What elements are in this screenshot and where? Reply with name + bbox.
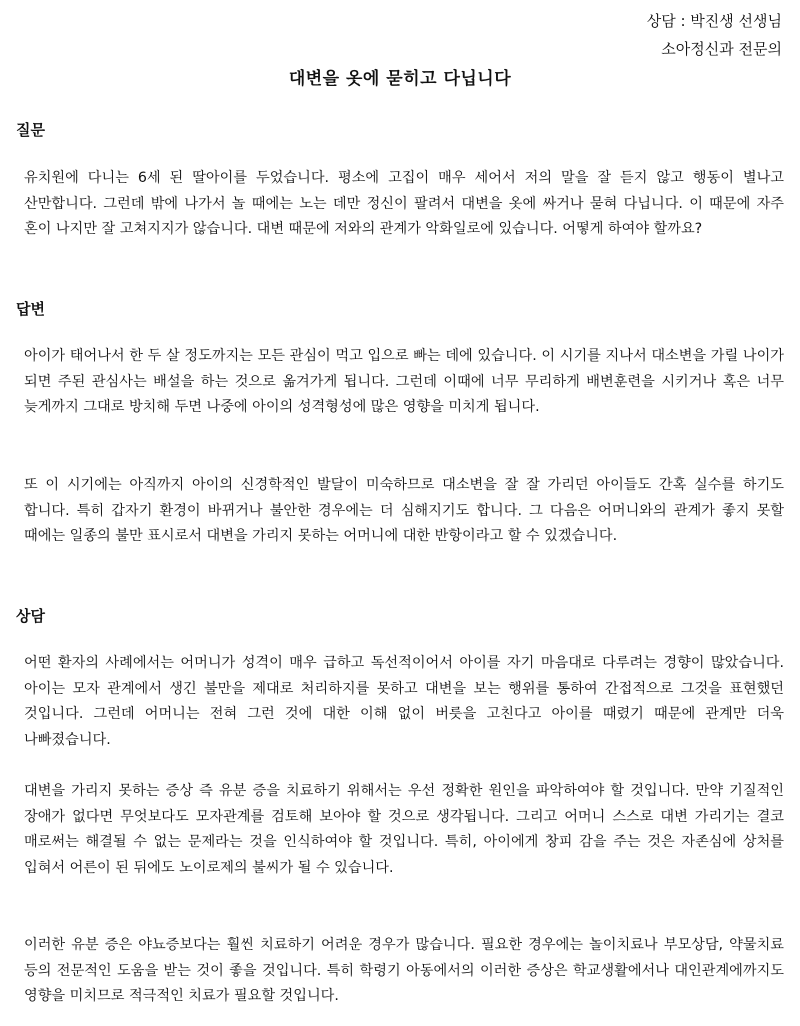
answer-heading: 답변 [16,300,45,318]
department-line: 소아정신과 전문의 [661,40,782,58]
answer-paragraph-1: 아이가 태어나서 한 두 살 정도까지는 모든 관심이 먹고 입으로 빠는 데에 있습니다. 이 시기를 지나서 대소변을 가릴 나이가 되면 주된 관심사는 배설을 하는 것으로 옮겨가게 됩니다. 그런데 이때에 너무 무리하게 배변훈련을 시키거나 혹은 너무 늦게까지 그대로 방치해 두면 나중에 아이의 성격형성에 많은 영향을 미치게 됩니다. [24,348,784,416]
question-paragraph-1: 유치원에 다니는 6세 된 딸아이를 두었습니다. 평소에 고집이 매우 세어서 저의 말을 잘 듣지 않고 행동이 별나고 산만합니다. 그런데 밖에 나가서 놀 때에는 노는 데만 정신이 팔려서 대변을 옷에 싸거나 묻혀 다닙니다. 이 때문에 자주 혼이 나지만 잘 고쳐지지가 않습니다. 대변 때문에 저와의 관계가 악화일로에 있습니다. 어떻게 하여야 할까요? [24,170,784,238]
counsel-heading: 상담 [16,607,45,625]
counsel-paragraph-1: 어떤 환자의 사례에서는 어머니가 성격이 매우 급하고 독선적이어서 아이를 자기 마음대로 다루려는 경향이 많았습니다. 아이는 모자 관계에서 생긴 불만을 제대로 처리하지를 못하고 대변을 보는 행위를 통하여 간접적으로 그것을 표현했던 것입니다. 그런데 어머니는 전혀 그런 것에 대한 이해 없이 버릇을 고친다고 아이를 때렸기 때문에 관계만 더욱 나빠졌습니다. [24,655,784,748]
question-heading: 질문 [16,121,45,139]
consultant-line: 상담 : 박진생 선생님 [646,12,782,30]
counsel-paragraph-2: 대변을 가리지 못하는 증상 즉 유분 증을 치료하기 위해서는 우선 정확한 원인을 파악하여야 할 것입니다. 만약 기질적인 장애가 없다면 무엇보다도 모자관계를 검토해 보아야 할 것으로 생각됩니다. 그리고 어머니 스스로 대변 가리기는 결코 매로써는 해결될 수 없는 문제라는 것을 인식하여야 할 것입니다. 특히, 아이에게 창피 감을 주는 것은 자존심에 상처를 입혀서 어른이 된 뒤에도 노이로제의 불씨가 될 수 있습니다. [24,783,784,876]
document-title: 대변을 옷에 묻히고 다닙니다 [288,69,512,89]
counsel-paragraph-3: 이러한 유분 증은 야뇨증보다는 훨씬 치료하기 어려운 경우가 많습니다. 필요한 경우에는 놀이치료나 부모상담, 약물치료 등의 전문적인 도움을 받는 것이 좋을 것입니다. 특히 학령기 아동에서의 이러한 증상은 학교생활에서나 대인관계에까지도 영향을 미치므로 적극적인 치료가 필요할 것입니다. [24,937,784,1005]
answer-paragraph-2: 또 이 시기에는 아직까지 아이의 신경학적인 발달이 미숙하므로 대소변을 잘 잘 가리던 아이들도 간혹 실수를 하기도 합니다. 특히 갑자기 환경이 바뀌거나 불안한 경우에는 더 심해지기도 합니다. 그 다음은 어머니와의 관계가 좋지 못할 때에는 일종의 불만 표시로서 대변을 가리지 못하는 어머니에 대한 반항이라고 할 수 있겠습니다. [24,477,784,545]
